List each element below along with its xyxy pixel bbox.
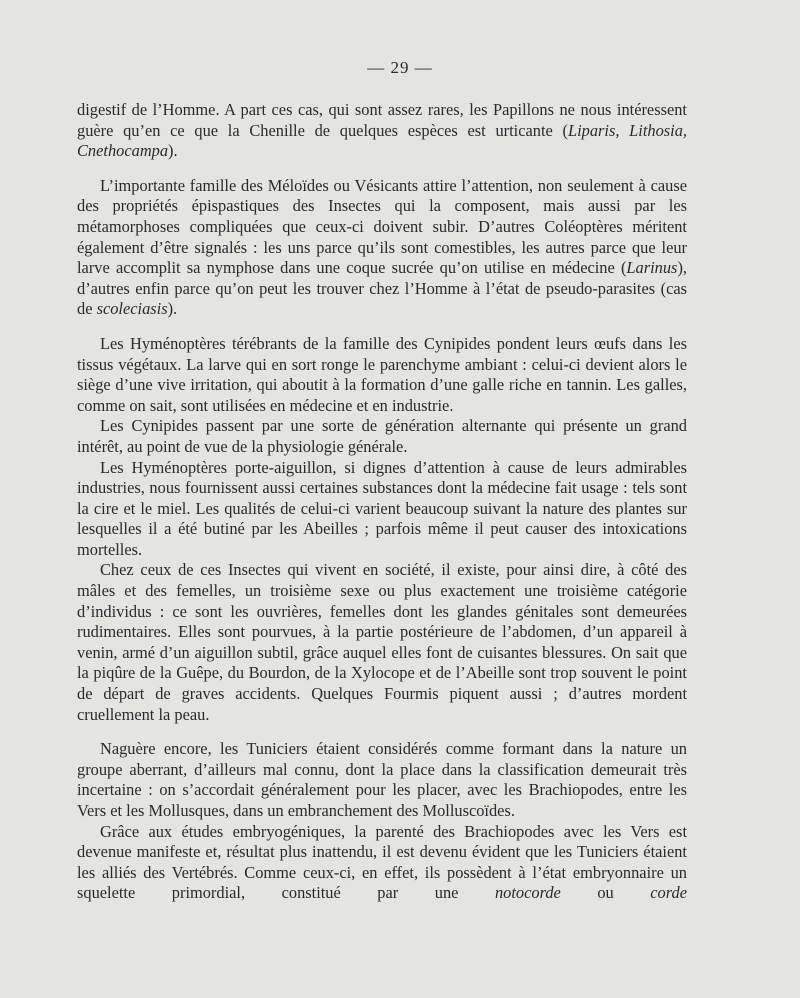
paragraph bbox=[77, 334, 687, 416]
text-run: Les Cynipides passent par une sorte de génération alternante qui présente un grand intérêt, au point de vue de la physiologie générale. bbox=[77, 416, 687, 456]
text-run: Grâce aux études embryogéniques, la parenté des Brachiopodes avec les Vers est devenue manifeste et, résultat plus inattendu, il est devenu évident que les Tuniciers étaient les alliés des Vertébrés. Comme ceux-ci, en effet, ils possèdent à l’état embryonnaire un squelette primordial, constitué par une bbox=[77, 821, 687, 903]
body-text bbox=[77, 100, 687, 904]
text-run: digestif de l’Homme. A part ces cas, qui sont assez rares, les Papillons ne nous intéressent guère qu’en ce que la Chenille de quelques espèces est urticante ( bbox=[77, 100, 687, 140]
paragraph bbox=[77, 458, 687, 561]
italic-term: Liparis, Lithosia, Cnethocampa bbox=[77, 120, 687, 161]
text-run: ). bbox=[167, 299, 178, 319]
text-run: Les Hyménoptères porte-aiguillon, si dignes d’attention à cause de leurs admirables industries, nous fournissent aussi certaines substances dont la médecine fait usage : tels sont la cire et le miel. Les qualités de celui-ci varient beaucoup suivant la nature des plantes sur lesquelles il a été butiné par les Abeilles ; parfois même il peut causer des intoxications mortelles. bbox=[77, 457, 687, 559]
paragraph bbox=[77, 176, 687, 320]
paragraph bbox=[77, 822, 687, 904]
text-run: ), d’autres enfin parce qu’on peut les trouver chez l’Homme à l’état de pseudo-parasites (cas de bbox=[77, 258, 687, 319]
italic-term: corde bbox=[650, 883, 687, 903]
text-run: L’importante famille des Méloïdes ou Vésicants attire l’attention, non seulement à cause des propriétés épispastiques des Insectes qui la composent, mais aussi par les métamorphoses compliquées que ceux-ci doivent subir. D’autres Coléoptères méritent également d’être signalés : les uns parce qu’ils sont comestibles, les autres parce que leur larve accomplit sa nymphose dans une coque sucrée qu’on utilise en médecine ( bbox=[77, 175, 687, 278]
text-run: Les Hyménoptères térébrants de la famille des Cynipides pondent leurs œufs dans les tissus végétaux. La larve qui en sort ronge le parenchyme ambiant : celui-ci devient alors le siège d’une vive irritation, qui aboutit à la formation d’une galle riche en tannin. Les galles, comme on sait, sont utilisées en médecine et en industrie. bbox=[77, 333, 687, 415]
paragraph bbox=[77, 560, 687, 725]
text-run: Chez ceux de ces Insectes qui vivent en société, il existe, pour ainsi dire, à côté des mâles et des femelles, un troisième sexe ou plus exactement une troisième catégorie d’individus : ce sont les ouvrières, femelles dont les glandes génitales sont demeurées rudimentaires. Elles sont pourvues, à la partie postérieure de l’abdomen, d’un appareil à venin, armé d’un aiguillon subtil, grâce auquel elles font de cuisantes blessures. On sait que la piqûre de la Guêpe, du Bourdon, de la Xylocope et de l’Abeille sont trop souvent le point de départ de graves accidents. Quelques Fourmis piquent aussi ; d’autres mordent cruellement la peau. bbox=[77, 560, 687, 724]
page-number: — 29 — bbox=[367, 58, 433, 77]
text-run: Naguère encore, les Tuniciers étaient considérés comme formant dans la nature un groupe aberrant, d’ailleurs mal connu, dont la place dans la classification demeurait très incertaine : on s’accordait généralement pour les placer, avec les Brachiopodes, entre les Vers et les Mollusques, dans un embranchement des Molluscoïdes. bbox=[77, 739, 687, 820]
italic-term: notocorde bbox=[494, 883, 561, 903]
italic-term: scoleciasis bbox=[96, 299, 168, 319]
paragraph bbox=[77, 100, 687, 162]
italic-term: Larinus bbox=[626, 258, 678, 278]
paragraph bbox=[77, 739, 687, 821]
text-run: ). bbox=[168, 141, 178, 161]
paragraph bbox=[77, 416, 687, 457]
text-run: ou bbox=[560, 883, 651, 903]
